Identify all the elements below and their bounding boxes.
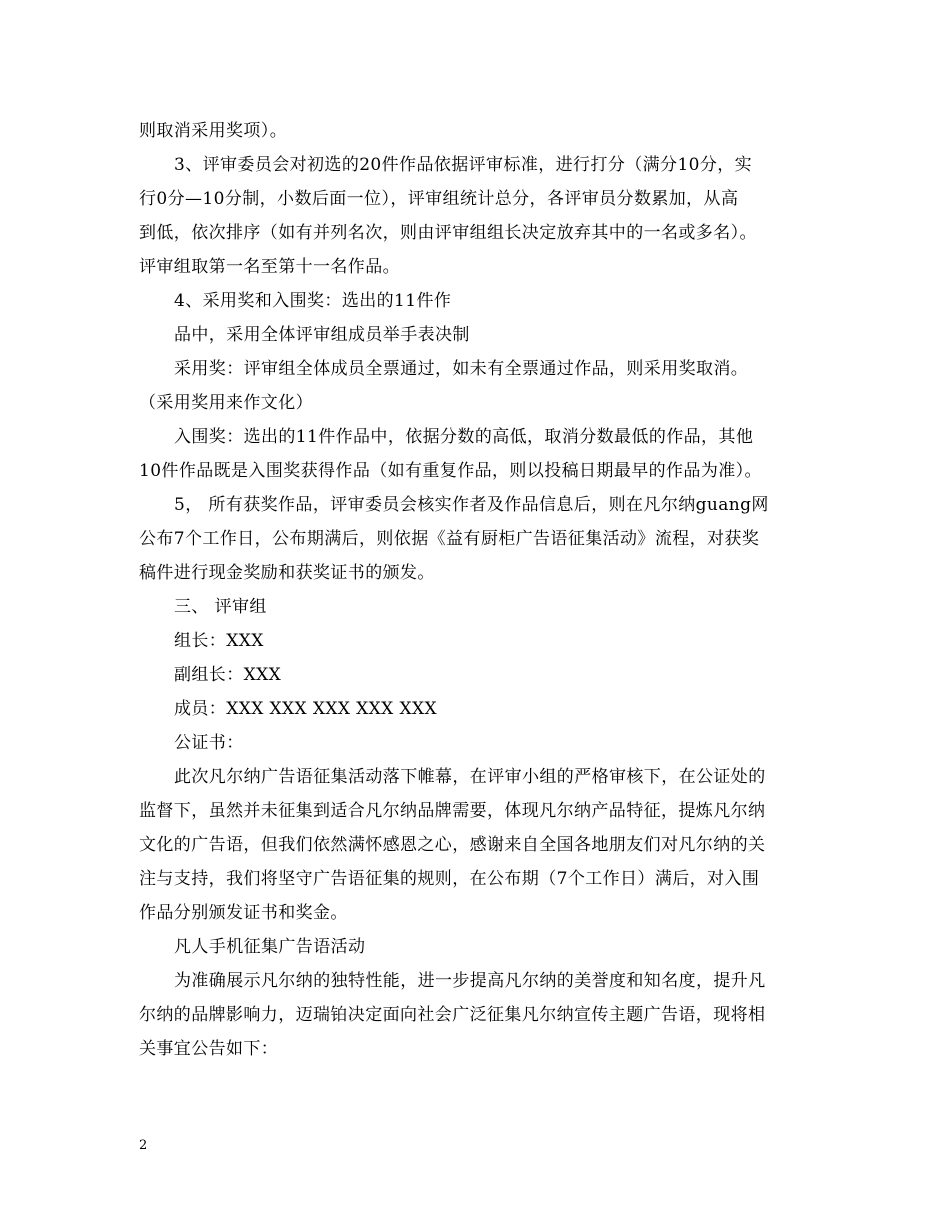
page-number: 2 [139, 1138, 148, 1153]
text-line: 副组长：XXX [174, 665, 282, 685]
section-heading: 三、 评审组 [174, 597, 267, 617]
text-line: 3、评审委员会对初选的20件作品依据评审标准，进行打分（满分10分，实 [174, 155, 753, 175]
text-line: 作品分别颁发证书和奖金。 [139, 903, 348, 923]
text-line: 评审组取第一名至第十一名作品。 [139, 257, 400, 277]
text-line: （采用奖用来作文化） [139, 393, 313, 413]
text-line: 公证书： [174, 733, 244, 753]
text-line: 为准确展示凡尔纳的独特性能，进一步提高凡尔纳的美誉度和知名度，提升凡 [174, 971, 766, 991]
text-line: 凡人手机征集广告语活动 [174, 937, 366, 957]
text-line: 尔纳的品牌影响力，迈瑞铂决定面向社会广泛征集凡尔纳宣传主题广告语，现将相 [139, 1005, 766, 1025]
text-line: 关事宜公告如下： [139, 1039, 279, 1059]
text-line: 监督下，虽然并未征集到适合凡尔纳品牌需要，体现凡尔纳产品特征，提炼凡尔纳 [139, 801, 766, 821]
text-line: 10件作品既是入围奖获得作品（如有重复作品，则以投稿日期最早的作品为准）。 [139, 461, 762, 481]
text-line: 则取消采用奖项）。 [139, 121, 288, 141]
text-line: 文化的广告语，但我们依然满怀感恩之心，感谢来自全国各地朋友们对凡尔纳的关 [139, 835, 766, 855]
text-line: 成员：XXX XXX XXX XXX XXX [174, 699, 437, 719]
text-line: 注与支持，我们将坚守广告语征集的规则，在公布期（7个工作日）满后，对入围 [139, 869, 760, 889]
text-line: 此次凡尔纳广告语征集活动落下帷幕，在评审小组的严格审核下，在公证处的 [174, 767, 766, 787]
text-line: 组长：XXX [174, 631, 264, 651]
text-line: 采用奖：评审组全体成员全票通过，如未有全票通过作品，则采用奖取消。 [174, 359, 749, 379]
text-line: 公布7个工作日，公布期满后，则依据《益有厨柜广告语征集活动》流程，对获奖 [139, 529, 760, 549]
text-line: 品中，采用全体评审组成员举手表决制 [174, 325, 470, 345]
text-line: 到低，依次排序（如有并列名次，则由评审组组长决定放弃其中的一名或多名）。 [139, 223, 757, 243]
text-line: 入围奖：选出的11件作品中，依据分数的高低，取消分数最低的作品，其他 [174, 427, 754, 447]
text-line: 5， 所有获奖作品，评审委员会核实作者及作品信息后，则在凡尔纳guang网 [174, 495, 769, 515]
text-line: 4、采用奖和入围奖：选出的11件作 [174, 291, 452, 311]
text-line: 稿件进行现金奖励和获奖证书的颁发。 [139, 563, 435, 583]
text-line: 行0分—10分制，小数后面一位），评审组统计总分，各评审员分数累加，从高 [139, 189, 739, 209]
